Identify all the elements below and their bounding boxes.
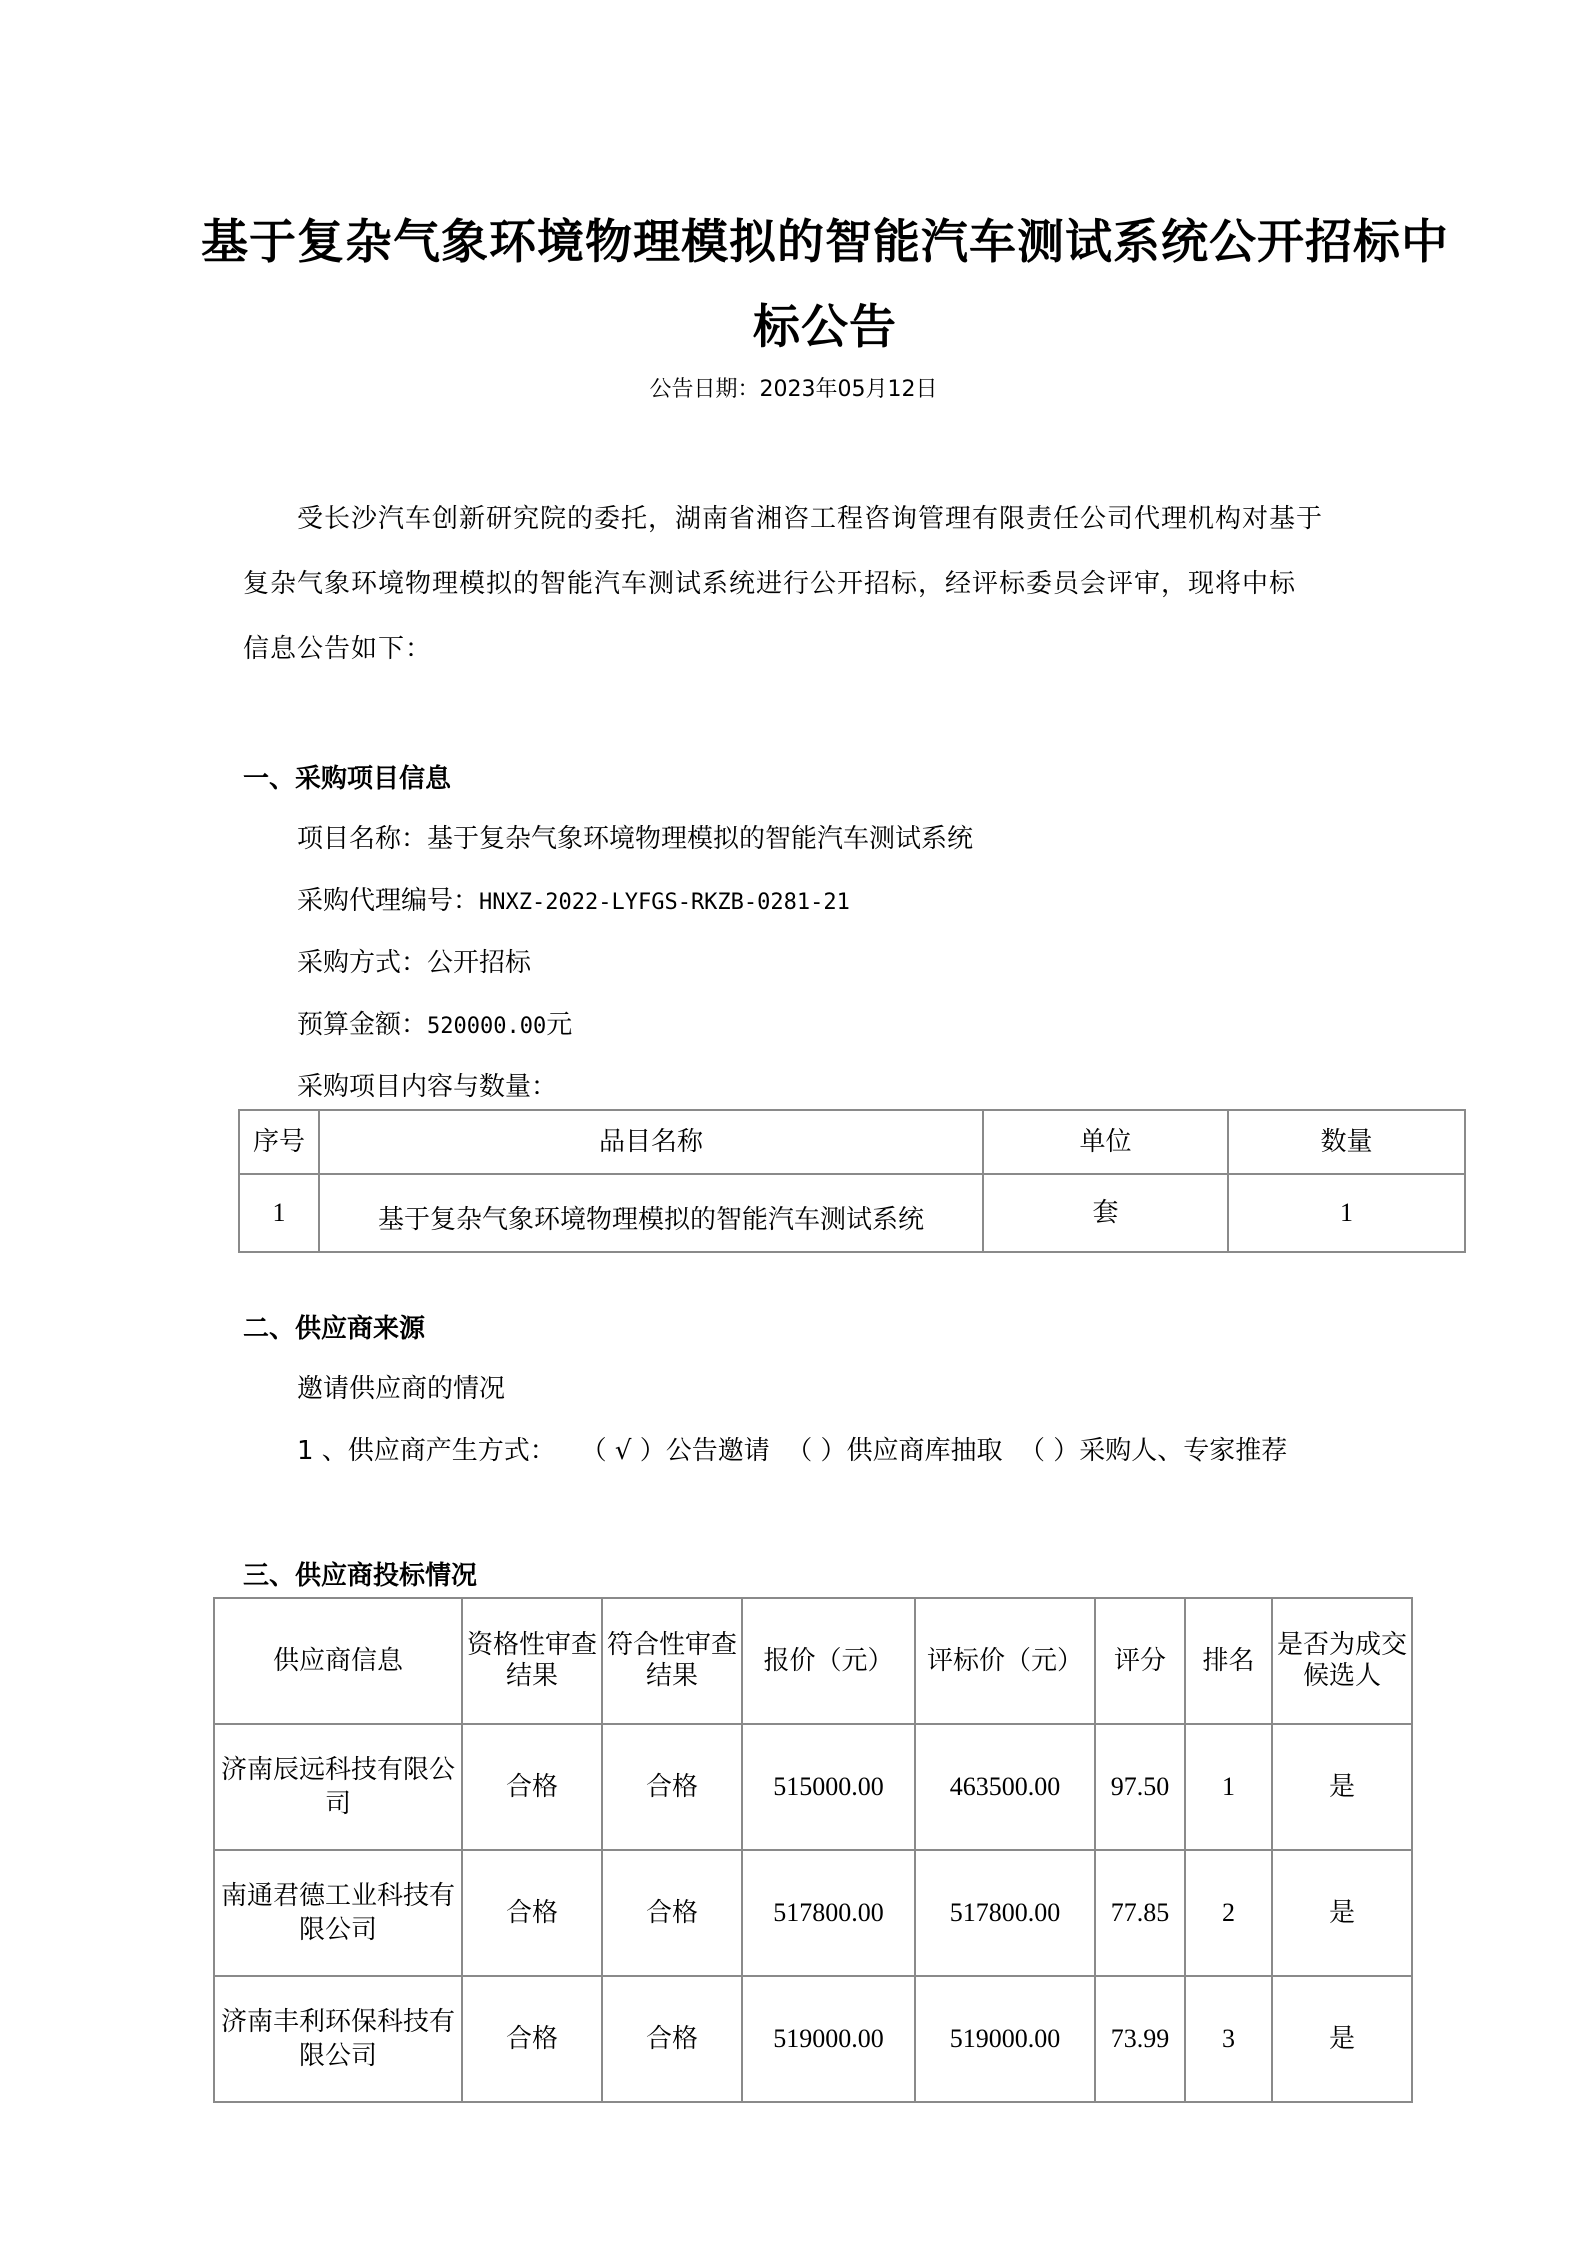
document-title-line-1: 基于复杂气象环境物理模拟的智能汽车测试系统公开招标中 <box>201 215 1449 270</box>
budget-value: 520000.00 <box>427 1014 547 1039</box>
header-quote: 报价（元） <box>742 1598 915 1724</box>
supplier-name: 南通君德工业科技有限公司 <box>214 1850 462 1976</box>
evaluated-price: 463500.00 <box>915 1724 1095 1850</box>
evaluated-price: 517800.00 <box>915 1850 1095 1976</box>
header-unit: 单位 <box>983 1110 1228 1174</box>
budget-unit: 元 <box>546 1010 573 1040</box>
intro-line-2: 复杂气象环境物理模拟的智能汽车测试系统进行公开招标，经评标委员会评审，现将中标 <box>243 569 1297 599</box>
rank: 3 <box>1185 1976 1272 2102</box>
items-table <box>238 1109 1466 1253</box>
candidate-status: 是 <box>1272 1850 1412 1976</box>
item-name: 基于复杂气象环境物理模拟的智能汽车测试系统 <box>319 1174 983 1252</box>
announcement-date: 公告日期：2023年05月12日 <box>649 377 938 402</box>
agent-code-label: 采购代理编号： <box>297 886 480 916</box>
header-rank: 排名 <box>1185 1598 1272 1724</box>
quote-price: 519000.00 <box>742 1976 915 2102</box>
score: 73.99 <box>1095 1976 1185 2102</box>
qualification-result: 合格 <box>462 1724 602 1850</box>
table-row <box>214 1724 1412 1850</box>
header-candidate: 是否为成交候选人 <box>1272 1598 1412 1724</box>
supplier-name: 济南辰远科技有限公司 <box>214 1724 462 1850</box>
agent-code-line <box>297 880 850 917</box>
item-unit: 套 <box>983 1174 1228 1252</box>
header-supplier: 供应商信息 <box>214 1598 462 1724</box>
rank: 2 <box>1185 1850 1272 1976</box>
project-name: 项目名称：基于复杂气象环境物理模拟的智能汽车测试系统 <box>297 824 974 854</box>
qualification-result: 合格 <box>462 1976 602 2102</box>
header-qualification: 资格性审查结果 <box>462 1598 602 1724</box>
compliance-result: 合格 <box>602 1724 742 1850</box>
qualification-result: 合格 <box>462 1850 602 1976</box>
bids-table-header <box>214 1598 1412 1724</box>
content-quantity-label: 采购项目内容与数量： <box>297 1072 558 1102</box>
section-3-title: 三、供应商投标情况 <box>243 1561 478 1591</box>
header-evaluated-price: 评标价（元） <box>915 1598 1095 1724</box>
intro-line-3: 信息公告如下： <box>243 634 433 664</box>
score: 77.85 <box>1095 1850 1185 1976</box>
budget-label: 预算金额： <box>297 1010 428 1040</box>
invitation-subtitle: 邀请供应商的情况 <box>297 1374 506 1404</box>
item-index: 1 <box>239 1174 319 1252</box>
items-table-header <box>239 1110 1465 1174</box>
quote-price: 517800.00 <box>742 1850 915 1976</box>
header-item-name: 品目名称 <box>319 1110 983 1174</box>
item-quantity: 1 <box>1228 1174 1465 1252</box>
section-1-title: 一、采购项目信息 <box>243 764 452 794</box>
procurement-method: 采购方式：公开招标 <box>297 948 532 978</box>
compliance-result: 合格 <box>602 1850 742 1976</box>
section-2-title: 二、供应商来源 <box>243 1314 426 1344</box>
table-row <box>239 1174 1465 1252</box>
candidate-status: 是 <box>1272 1724 1412 1850</box>
header-quantity: 数量 <box>1228 1110 1465 1174</box>
compliance-result: 合格 <box>602 1976 742 2102</box>
table-row <box>214 1850 1412 1976</box>
header-score: 评分 <box>1095 1598 1185 1724</box>
quote-price: 515000.00 <box>742 1724 915 1850</box>
supplier-name: 济南丰利环保科技有限公司 <box>214 1976 462 2102</box>
candidate-status: 是 <box>1272 1976 1412 2102</box>
bids-table <box>213 1597 1413 2103</box>
header-index: 序号 <box>239 1110 319 1174</box>
header-compliance: 符合性审查结果 <box>602 1598 742 1724</box>
rank: 1 <box>1185 1724 1272 1850</box>
evaluated-price: 519000.00 <box>915 1976 1095 2102</box>
budget-line <box>297 1004 572 1041</box>
table-row <box>214 1976 1412 2102</box>
intro-line-1: 受长沙汽车创新研究院的委托，湖南省湘咨工程咨询管理有限责任公司代理机构对基于 <box>297 504 1324 534</box>
score: 97.50 <box>1095 1724 1185 1850</box>
supplier-source-method: 1 、供应商产生方式： （ √ ）公告邀请 （ ）供应商库抽取 （ ）采购人、专家推荐 <box>297 1436 1288 1466</box>
document-title-line-2: 标公告 <box>753 300 897 355</box>
agent-code-value: HNXZ-2022-LYFGS-RKZB-0281-21 <box>479 890 850 915</box>
